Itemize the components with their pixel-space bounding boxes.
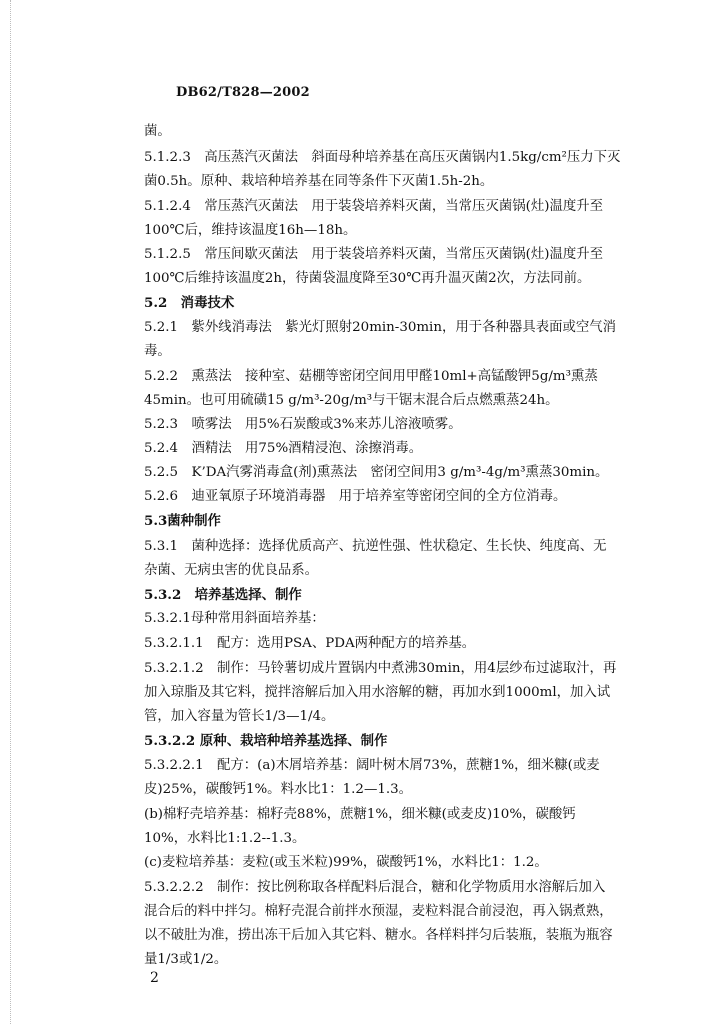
text-line: (b)棉籽壳培养基：棉籽壳88%，蔗糖1%，细米糠(或麦皮)10%，碳酸钙	[144, 807, 576, 822]
text-line: 杂菌、无病虫害的优良品系。	[144, 563, 319, 578]
page-number: 2	[150, 970, 159, 986]
section-heading: 5.3菌种制作	[144, 513, 221, 529]
section-heading: 5.3.2 培养基选择、制作	[144, 587, 302, 603]
text-line: 5.3.2.2.1 配方：(a)木屑培养基：阔叶树木屑73%，蔗糖1%，细米糠(或麦	[144, 758, 600, 773]
text-line: 混合后的料中拌匀。棉籽壳混合前拌水预湿，麦粒料混合前浸泡，再入锅煮熟，	[144, 904, 613, 919]
text-line: 5.1.2.5 常压间歇灭菌法 用于装袋培养料灭菌，当常压灭菌锅(灶)温度升至	[144, 247, 604, 262]
text-line: 5.2.6 迪亚氧原子环境消毒器 用于培养室等密闭空间的全方位消毒。	[144, 489, 567, 504]
document-code: DB62/T828—2002	[176, 85, 310, 100]
text-line: 45min。也可用硫磺15 g/m³-20g/m³与干锯末混合后点燃熏蒸24h。	[144, 393, 559, 408]
text-line: (c)麦粒培养基：麦粒(或玉米粒)99%，碳酸钙1%，水料比1：1.2。	[144, 855, 548, 870]
text-line: 5.2.5 K’DA汽雾消毒盒(剂)熏蒸法 密闭空间用3 g/m³-4g/m³熏蒸30min。	[144, 465, 609, 480]
section-heading: 5.3.2.2 原种、栽培种培养基选择、制作	[144, 733, 388, 749]
text-line: 菌0.5h。原种、栽培种培养基在同等条件下灭菌1.5h-2h。	[144, 174, 494, 189]
text-line: 5.2.2 熏蒸法 接种室、菇棚等密闭空间用甲醛10ml+高锰酸钾5g/m³熏蒸	[144, 369, 598, 384]
text-line: 10%，水料比1:1.2--1.3。	[144, 831, 306, 846]
text-line: 5.2.4 酒精法 用75%酒精浸泡、涂擦消毒。	[144, 441, 423, 456]
text-line: 5.3.1 菌种选择：选择优质高产、抗逆性强、性状稳定、生长快、纯度高、无	[144, 539, 607, 554]
text-line: 管，加入容量为管长1/3—1/4。	[144, 709, 335, 724]
text-line: 5.2.1 紫外线消毒法 紫光灯照射20min-30min，用于各种器具表面或空气消	[144, 320, 617, 335]
text-line: 5.1.2.3 高压蒸汽灭菌法 斜面母种培养基在高压灭菌锅内1.5kg/cm²压力下灭	[144, 150, 621, 165]
text-line: 100℃后维持该温度2h，待菌袋温度降至30℃再升温灭菌2次，方法同前。	[144, 271, 591, 286]
text-line: 以不破肚为准，捞出冻干后加入其它料、糖水。各样料拌匀后装瓶，装瓶为瓶容	[144, 928, 613, 943]
text-line: 100℃后，维持该温度16h—18h。	[144, 223, 357, 238]
text-line: 菌。	[144, 124, 171, 139]
text-line: 5.1.2.4 常压蒸汽灭菌法 用于装袋培养料灭菌，当常压灭菌锅(灶)温度升至	[144, 199, 604, 214]
text-line: 5.3.2.1.2 制作：马铃薯切成片置锅内中煮沸30min，用4层纱布过滤取汁，再	[144, 661, 617, 676]
text-line: 5.3.2.1母种常用斜面培养基：	[144, 611, 325, 626]
text-line: 加入琼脂及其它料，搅拌溶解后加入用水溶解的糖，再加水到1000ml，加入试	[144, 685, 611, 700]
text-line: 皮)25%，碳酸钙1%。料水比1：1.2—1.3。	[144, 782, 413, 797]
scan-edge-dots	[10, 0, 12, 1024]
text-line: 毒。	[144, 344, 171, 359]
text-line: 5.2.3 喷雾法 用5%石炭酸或3%来苏儿溶液喷雾。	[144, 417, 462, 432]
text-line: 5.3.2.2.2 制作：按比例称取各样配料后混合，糖和化学物质用水溶解后加入	[144, 880, 606, 895]
text-line: 量1/3或1/2。	[144, 952, 228, 967]
section-heading: 5.2 消毒技术	[144, 295, 235, 311]
text-line: 5.3.2.1.1 配方：选用PSA、PDA两种配方的培养基。	[144, 636, 476, 651]
